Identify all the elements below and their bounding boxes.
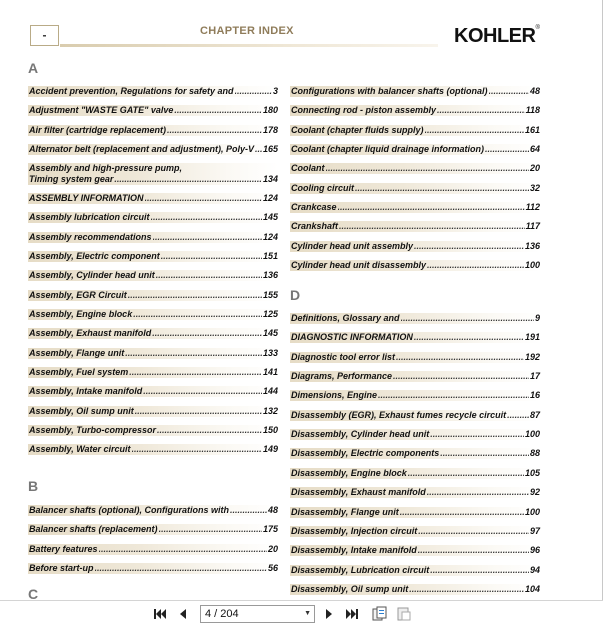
entry-label: Assembly, Fuel system [29, 366, 129, 377]
entry-label: Before start-up [29, 563, 94, 574]
dot-leader [409, 584, 524, 595]
dot-leader [396, 352, 524, 363]
dot-leader [485, 144, 529, 155]
entry-label: Assembly, EGR Circuit [29, 289, 127, 300]
entry-row [291, 125, 540, 136]
chevron-down-icon[interactable]: ▼ [304, 610, 311, 617]
entry-row [291, 221, 540, 232]
index-entry[interactable] [28, 125, 278, 136]
entry-page-number: 48 [267, 505, 278, 515]
index-entry[interactable] [290, 526, 540, 537]
previous-page-button[interactable] [176, 606, 190, 622]
entry-label: Dimensions, Engine [291, 390, 378, 401]
dot-leader [230, 505, 267, 516]
dot-leader [427, 487, 529, 498]
entry-row [291, 565, 540, 576]
entry-row [291, 352, 540, 363]
last-page-icon [344, 606, 360, 622]
entry-page-number: 118 [525, 105, 540, 116]
entry-row [291, 313, 540, 324]
entry-label: Diagnostic tool error list [291, 351, 396, 362]
index-entry[interactable] [290, 202, 540, 213]
index-entry[interactable] [290, 144, 540, 155]
entry-label: Coolant [291, 163, 325, 174]
entry-label: Disassembly, Cylinder head unit [291, 429, 430, 440]
entry-label: Assembly recommendations [29, 231, 152, 242]
entry-label: Definitions, Glossary and [291, 313, 400, 323]
entry-label: Assembly, Cylinder head unit [29, 270, 155, 281]
dot-leader [157, 425, 262, 436]
entry-page-number: 161 [524, 124, 540, 135]
entry-label: Balancer shafts (optional), Configurations with [29, 505, 230, 515]
entry-label: Cooling circuit [291, 182, 354, 193]
dot-leader [255, 144, 262, 155]
dot-leader [393, 371, 529, 382]
entry-page-number: 133 [262, 347, 278, 358]
index-entry[interactable] [290, 565, 540, 576]
entry-label: Accident prevention, Regulations for safety and [29, 86, 234, 96]
entry-row [29, 425, 278, 436]
entry-label: Assembly, Water circuit [29, 444, 131, 455]
entry-row [291, 332, 540, 343]
index-entry[interactable] [290, 468, 540, 479]
index-entry[interactable] [290, 260, 540, 271]
previous-page-icon [176, 606, 190, 622]
entry-label: Coolant (chapter liquid drainage information) [291, 144, 485, 155]
dot-leader [440, 448, 529, 459]
entry-page-number: 112 [525, 202, 540, 213]
entry-page-number: 150 [262, 425, 278, 435]
logo-text: KOHLER [454, 25, 536, 47]
dot-leader [143, 386, 262, 397]
entry-page-number: 136 [524, 240, 540, 251]
entry-page-number: 132 [262, 405, 278, 416]
index-entry[interactable] [28, 406, 278, 417]
index-entry[interactable] [290, 487, 540, 498]
entry-row [291, 390, 540, 401]
entry-label: Disassembly, Lubrication circuit [291, 564, 430, 575]
entry-label: Crankcase [291, 202, 337, 213]
entry-label: Coolant (chapter fluids supply) [291, 124, 424, 135]
entry-label: Connecting rod - piston assembly [291, 105, 437, 116]
entry-page-number: 136 [262, 270, 278, 281]
index-entry[interactable] [28, 270, 278, 281]
index-entry[interactable] [28, 144, 278, 155]
entry-label: Configurations with balancer shafts (optional) [291, 86, 488, 96]
entry-row [29, 232, 278, 243]
entry-page-number: 88 [529, 448, 540, 459]
entry-label: Assembly, Electric component [29, 250, 160, 261]
entry-row [29, 328, 278, 339]
index-entry[interactable] [28, 524, 278, 535]
index-entry[interactable] [28, 425, 278, 436]
index-entry[interactable] [28, 505, 278, 516]
entry-row [29, 406, 278, 417]
index-entry[interactable] [28, 367, 278, 378]
index-entry[interactable] [290, 545, 540, 556]
dot-leader [159, 524, 262, 535]
entry-row [29, 144, 278, 155]
entry-row [291, 105, 540, 116]
dot-leader [167, 125, 262, 136]
index-entry[interactable] [28, 290, 278, 301]
first-page-button[interactable] [152, 606, 168, 622]
entry-row [29, 212, 278, 223]
entry-page-number: 125 [262, 308, 278, 319]
print-button[interactable] [396, 606, 412, 622]
entry-row [291, 545, 540, 556]
entry-label: ASSEMBLY INFORMATION [29, 192, 144, 203]
entry-row [291, 584, 540, 595]
index-entry[interactable] [28, 163, 278, 185]
dot-leader [132, 444, 262, 455]
entry-row [291, 86, 540, 97]
entry-page-number: 17 [529, 371, 540, 382]
entry-page-number: 97 [529, 525, 540, 536]
entry-label: Disassembly, Engine block [291, 467, 407, 478]
index-entry[interactable] [28, 348, 278, 359]
entry-page-number: 105 [524, 467, 540, 478]
dot-leader [430, 565, 529, 576]
index-entry[interactable] [28, 386, 278, 397]
dot-leader [378, 390, 529, 401]
index-entry[interactable] [28, 251, 278, 262]
entry-label: Disassembly, Electric components [291, 448, 440, 459]
entry-row [291, 487, 540, 498]
index-entry[interactable] [290, 105, 540, 116]
entry-page-number: 180 [262, 105, 278, 116]
page-number-value: 4 / 204 [205, 608, 239, 620]
dot-leader [129, 367, 262, 378]
entry-row [291, 410, 540, 421]
entry-row [291, 371, 540, 382]
entry-row [29, 270, 278, 281]
entry-label: Assembly, Engine block [29, 308, 133, 319]
dot-leader [425, 125, 524, 136]
page-number-field[interactable] [200, 605, 315, 623]
index-entry[interactable] [290, 584, 540, 595]
dot-leader [145, 193, 262, 204]
entry-page-number: 94 [529, 564, 540, 575]
dot-leader [418, 526, 529, 537]
next-page-icon [322, 606, 336, 622]
entry-label: Cylinder head unit disassembly [291, 260, 427, 271]
entry-label: Adjustment "WASTE GATE" valve [29, 105, 174, 116]
entry-label: Assembly, Flange unit [29, 347, 125, 358]
entry-page-number: 92 [529, 487, 540, 498]
entry-label: Disassembly, Oil sump unit [291, 583, 409, 594]
pages-icon [372, 606, 388, 622]
section-letter: C [28, 586, 39, 600]
dot-leader [135, 406, 262, 417]
entry-page-number: 191 [524, 332, 540, 343]
index-entry[interactable] [28, 444, 278, 455]
entry-page-number: 100 [524, 429, 540, 440]
index-entry[interactable] [28, 105, 278, 116]
index-entry[interactable] [290, 183, 540, 194]
entry-row [29, 444, 278, 455]
entry-row [29, 174, 278, 185]
entry-label: Disassembly, Intake manifold [291, 545, 417, 556]
next-page-button[interactable] [322, 606, 336, 622]
dot-leader [151, 212, 262, 223]
entry-page-number: 9 [534, 313, 540, 323]
index-entry[interactable] [290, 371, 540, 382]
index-entry[interactable] [28, 232, 278, 243]
entry-page-number: 117 [525, 221, 540, 232]
entry-page-number: 124 [262, 192, 278, 203]
kohler-logo [454, 25, 539, 48]
dot-leader [339, 221, 525, 232]
entry-page-number: 134 [262, 174, 278, 185]
dot-leader [408, 468, 524, 479]
index-entry[interactable] [28, 563, 278, 574]
entry-page-number: 3 [272, 86, 278, 96]
entry-page-number: 87 [529, 409, 540, 420]
dot-leader [128, 290, 262, 301]
entry-page-number: 100 [524, 260, 540, 271]
index-entry[interactable] [28, 328, 278, 339]
index-entry[interactable] [290, 241, 540, 252]
entry-row [29, 524, 278, 535]
entry-label: Disassembly, Flange unit [291, 506, 399, 517]
entry-row [291, 144, 540, 155]
index-entry[interactable] [290, 390, 540, 401]
entry-page-number: 124 [262, 231, 278, 242]
entry-row [29, 290, 278, 301]
dot-leader [99, 544, 267, 555]
entry-page-number: 100 [524, 506, 540, 517]
entry-page-number: 141 [262, 366, 278, 377]
entry-label: Cylinder head unit assembly [291, 240, 414, 251]
first-page-icon [152, 606, 168, 622]
entry-row [29, 309, 278, 320]
entry-row [29, 105, 278, 116]
entry-label: Alternator belt (replacement and adjustment), Poly-V [29, 144, 255, 155]
page-title: CHAPTER INDEX [200, 25, 294, 37]
entry-row [29, 563, 278, 574]
header-rule [60, 44, 438, 47]
entry-label: Air filter (cartridge replacement) [29, 124, 167, 135]
index-entry[interactable] [28, 544, 278, 555]
entry-label: Assembly, Intake manifold [29, 386, 143, 397]
entry-row [291, 448, 540, 459]
logo-mark: ® [535, 25, 540, 31]
entry-page-number: 20 [529, 163, 540, 174]
entry-page-number: 145 [262, 212, 278, 223]
dot-leader [174, 105, 262, 116]
dot-leader [338, 202, 525, 213]
dot-leader [418, 545, 529, 556]
dot-leader [152, 328, 262, 339]
entry-page-number: 64 [529, 144, 540, 155]
dot-leader [95, 563, 267, 574]
dot-leader [427, 260, 524, 271]
entry-row [29, 544, 278, 555]
dot-leader [355, 183, 529, 194]
entry-page-number: 32 [529, 182, 540, 193]
section-letter: D [290, 287, 301, 303]
entry-page-number: 151 [262, 250, 278, 261]
index-entry[interactable] [290, 163, 540, 174]
entry-row [29, 367, 278, 378]
entry-row [29, 193, 278, 204]
entry-label: Disassembly, Injection circuit [291, 525, 418, 536]
entry-label: Assembly, Exhaust manifold [29, 328, 152, 339]
index-entry[interactable] [28, 212, 278, 223]
entry-page-number: 96 [529, 545, 540, 556]
dot-leader [430, 429, 524, 440]
entry-label: Disassembly, Exhaust manifold [291, 487, 426, 498]
entry-page-number: 144 [262, 386, 278, 397]
entry-row [29, 505, 278, 516]
entry-page-number: 104 [524, 583, 540, 594]
dot-leader [507, 410, 529, 421]
dot-leader [414, 332, 524, 343]
view-mode-button[interactable] [372, 606, 388, 622]
index-entry[interactable] [28, 86, 278, 97]
entry-row [291, 163, 540, 174]
entry-row [29, 251, 278, 262]
entry-row [29, 348, 278, 359]
entry-page-number: 20 [267, 543, 278, 554]
dot-leader [125, 348, 262, 359]
entry-row [29, 386, 278, 397]
entry-label: Disassembly (EGR), Exhaust fumes recycle circuit [291, 409, 507, 420]
entry-page-number: 165 [262, 144, 278, 155]
entry-row [291, 526, 540, 537]
dot-leader [133, 309, 262, 320]
entry-label: Assembly, Turbo-compressor [29, 425, 157, 435]
dot-leader [326, 163, 529, 174]
index-entry[interactable] [290, 410, 540, 421]
dot-leader [153, 232, 262, 243]
entry-page-number: 175 [262, 524, 278, 535]
entry-page-number: 56 [267, 563, 278, 574]
entry-label: DIAGNOSTIC INFORMATION [291, 332, 413, 343]
dot-leader [437, 105, 525, 116]
entry-page-number: 178 [262, 124, 278, 135]
last-page-button[interactable] [344, 606, 360, 622]
entry-row [291, 241, 540, 252]
dot-leader [235, 86, 272, 97]
index-entry[interactable] [290, 352, 540, 363]
entry-page-number: 149 [262, 444, 278, 455]
index-entry[interactable] [28, 309, 278, 320]
entry-page-number: 145 [262, 328, 278, 339]
entry-page-number: 155 [262, 289, 278, 300]
dot-leader [156, 270, 262, 281]
entry-label: Assembly and high-pressure pump, [29, 163, 183, 174]
entry-page-number: 16 [529, 390, 540, 401]
entry-label: Balancer shafts (replacement) [29, 524, 158, 535]
entry-page-number: 192 [524, 351, 540, 362]
entry-row [291, 183, 540, 194]
entry-row [291, 507, 540, 518]
dot-leader [161, 251, 262, 262]
entry-row [29, 86, 278, 97]
entry-page-number: 48 [529, 86, 540, 96]
entry-row [291, 202, 540, 213]
section-letter: A [28, 60, 39, 76]
entry-label: Diagrams, Performance [291, 371, 393, 382]
index-entry[interactable] [290, 448, 540, 459]
entry-row [291, 429, 540, 440]
entry-row [291, 468, 540, 479]
entry-label: Crankshaft [291, 221, 339, 232]
dot-leader [401, 313, 534, 324]
entry-row [29, 125, 278, 136]
pdf-toolbar [0, 600, 603, 627]
index-entry[interactable] [290, 429, 540, 440]
index-entry[interactable] [28, 193, 278, 204]
index-entry[interactable] [290, 332, 540, 343]
index-entry[interactable] [290, 86, 540, 97]
entry-row [291, 260, 540, 271]
document-icon [396, 606, 412, 622]
entry-label: Assembly lubrication circuit [29, 212, 150, 223]
index-entry[interactable] [290, 125, 540, 136]
index-entry[interactable] [290, 507, 540, 518]
chapter-box: - [30, 25, 59, 46]
entry-label: Battery features [29, 543, 98, 554]
index-entry[interactable] [290, 313, 540, 324]
index-entry[interactable] [290, 221, 540, 232]
entry-label-line2: Timing system gear [29, 174, 114, 185]
dot-leader [489, 86, 529, 97]
dot-leader [414, 241, 524, 252]
section-letter: B [28, 478, 39, 494]
entry-label: Assembly, Oil sump unit [29, 405, 134, 416]
dot-leader [400, 507, 524, 518]
dot-leader [114, 174, 262, 185]
